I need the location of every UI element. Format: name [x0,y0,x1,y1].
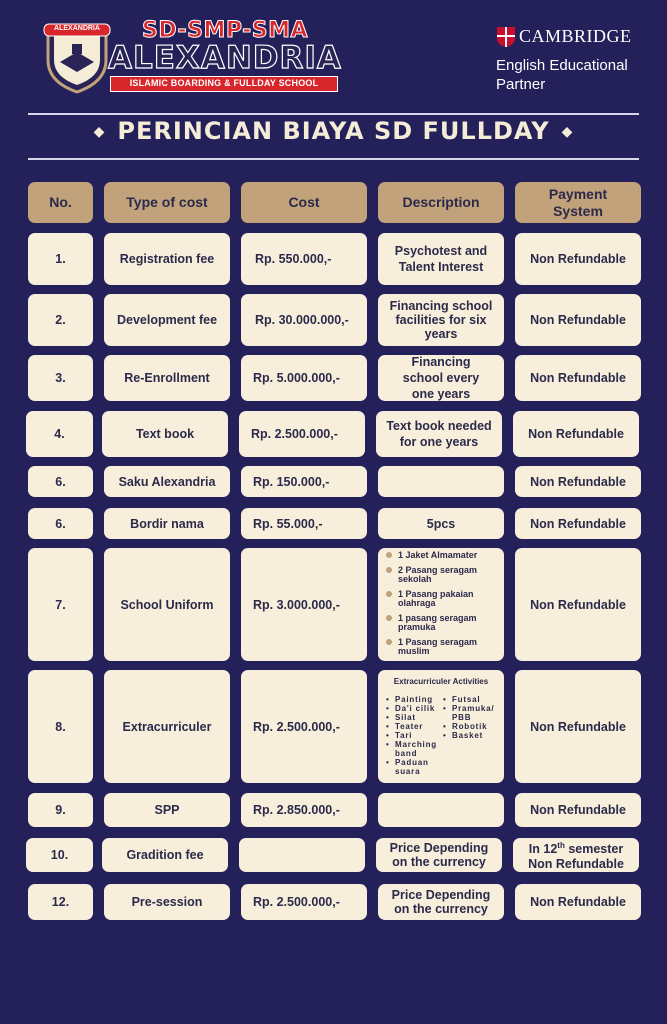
list-item: • Robotik [443,722,496,731]
school-shield-logo [42,22,112,94]
row-type: SPP [104,793,230,827]
school-level-text: SD-SMP-SMA [141,18,308,43]
row-description: Price Depending on the currency [376,838,502,872]
list-item: 1 Jaket Almamater [386,551,496,560]
row-type: Bordir nama [104,508,230,539]
row-description [378,793,504,827]
row-type: Pre-session [104,884,230,920]
partner-line1: English Educational [496,57,628,74]
payment-semester-num: In 12 [528,842,558,857]
row-description [378,670,504,783]
row-type: Gradition fee [102,838,228,872]
header-no: No. [28,182,93,223]
uniform-list [378,547,504,662]
list-item: 2 Pasang seragam sekolah [386,566,496,584]
row-description: 5pcs [378,508,504,539]
extracurricular-box [378,670,504,780]
row-no: 9. [28,793,93,827]
header-payment [515,182,641,223]
header-payment-line1: Payment [548,185,608,202]
header-description: Description [378,182,504,223]
list-item: • Marching band [386,740,439,758]
row-type: School Uniform [104,548,230,661]
row-payment: Non Refundable [515,355,641,401]
row-type: Development fee [104,294,230,346]
title-diamond-left: ◆ [93,124,106,140]
row-type: Re-Enrollment [104,355,230,401]
row-no: 6. [28,466,93,497]
cambridge-crest-icon [496,26,516,48]
bottom-divider [28,158,639,160]
row-no: 2. [28,294,93,346]
row-type: Extracurriculer [104,670,230,783]
row-cost: Rp. 3.000.000,- [241,548,367,661]
row-cost: Rp. 2.500.000,- [241,884,367,920]
header-payment-line2: System [553,202,603,219]
row-description: Psychotest and Talent Interest [378,233,504,285]
shield-label: ALEXANDRIA [54,25,100,32]
row-type: Registration fee [104,233,230,285]
row-description [378,466,504,497]
row-description: Financing school facilities for six years [378,294,504,346]
row-payment: Non Refundable [515,508,641,539]
row-no: 7. [28,548,93,661]
list-item: • Basket [443,731,496,740]
row-description: Text book needed for one years [376,411,502,457]
row-payment [513,838,639,872]
row-description: Financing school every one years [378,355,504,401]
extracurricular-col1 [386,695,439,776]
list-item: • Pramuka/ PBB [443,704,496,722]
school-subtitle: ISLAMIC BOARDING & FULLDAY SCHOOL [110,76,338,92]
row-cost: Rp. 2.500.000,- [241,670,367,783]
row-type: Text book [102,411,228,457]
row-payment: Non Refundable [515,294,641,346]
list-item: • Futsal [443,695,496,704]
row-cost: Rp. 2.850.000,- [241,793,367,827]
row-cost: Rp. 55.000,- [241,508,367,539]
list-item: 1 pasang seragam pramuka [386,614,496,632]
row-payment: Non Refundable [515,548,641,661]
header-type: Type of cost [104,182,230,223]
row-cost [239,838,365,872]
header [0,0,667,112]
title-diamond-right: ◆ [561,124,574,140]
row-payment: Non Refundable [515,670,641,783]
row-type: Saku Alexandria [104,466,230,497]
row-description [378,548,504,661]
list-item: • Painting [386,695,439,704]
top-divider [28,113,639,115]
row-cost: Rp. 2.500.000,- [239,411,365,457]
row-no: 8. [28,670,93,783]
row-no: 4. [26,411,93,457]
header-cost: Cost [241,182,367,223]
row-payment: Non Refundable [515,884,641,920]
row-no: 1. [28,233,93,285]
list-item: • Da'i cilik [386,704,439,713]
row-payment: Non Refundable [515,466,641,497]
payment-semester-suffix: th [557,841,565,851]
list-item: • Silat [386,713,439,722]
row-cost: Rp. 150.000,- [241,466,367,497]
row-no: 10. [26,838,93,872]
row-payment: Non Refundable [513,411,639,457]
row-no: 3. [28,355,93,401]
list-item: • Tari [386,731,439,740]
partner-line2: Partner [496,76,546,93]
row-no: 6. [28,508,93,539]
payment-refund-line: Non Refundable [528,856,624,871]
partner-name: CAMBRIDGE [519,26,632,46]
row-cost: Rp. 550.000,- [241,233,367,285]
page-title [28,117,639,145]
row-cost: Rp. 30.000.000,- [241,294,367,346]
list-item: 1 Pasang seragam muslim [386,638,496,656]
row-cost: Rp. 5.000.000,- [241,355,367,401]
extracurricular-col2 [443,695,496,776]
payment-semester-word: semester [564,842,624,857]
row-description: Price Depending on the currency [378,884,504,920]
list-item: • Paduan suara [386,758,439,776]
extracurricular-title: Extracurriculer Activities [393,677,489,686]
school-name: ALEXANDRIA [108,40,342,76]
row-payment: Non Refundable [515,233,641,285]
row-payment: Non Refundable [515,793,641,827]
page-title-text: PERINCIAN BIAYA SD FULLDAY [117,117,550,145]
list-item: 1 Pasang pakaian olahraga [386,590,496,608]
row-no: 12. [28,884,93,920]
payment-semester-line [529,839,623,856]
list-item: • Teater [386,722,439,731]
